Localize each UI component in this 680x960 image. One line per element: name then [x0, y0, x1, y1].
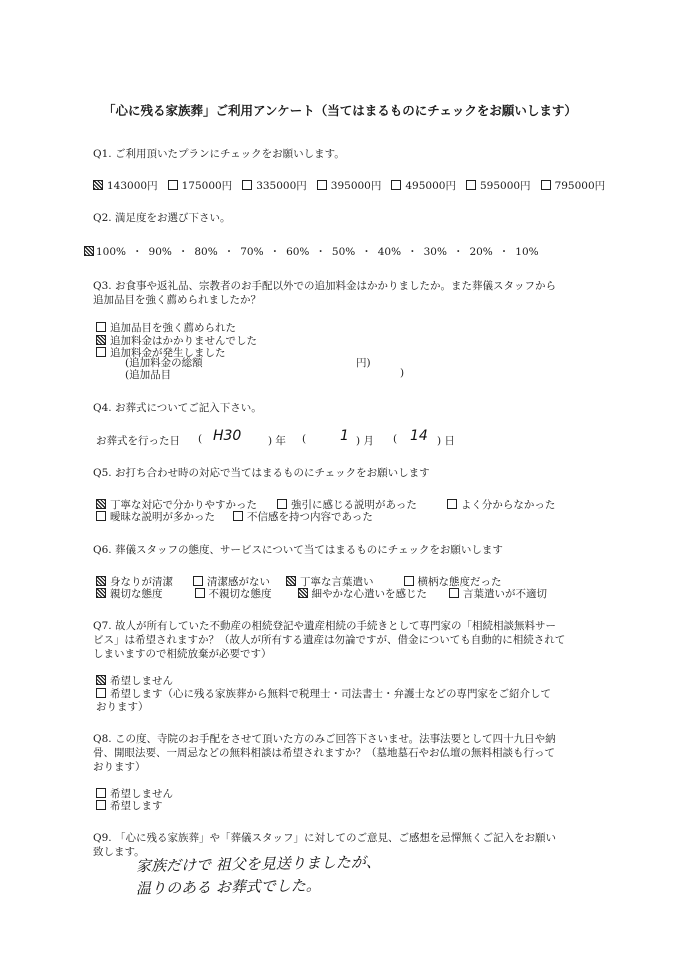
q4-month-value: 1 [340, 428, 349, 444]
rating-label: 50% [331, 246, 356, 258]
checkbox-option[interactable] [168, 178, 233, 193]
checkbox[interactable] [242, 180, 252, 190]
checked-checkbox[interactable] [96, 335, 106, 345]
checkbox[interactable] [541, 180, 551, 190]
checkbox[interactable] [96, 688, 106, 698]
checkbox-label: 335000円 [256, 180, 307, 192]
rating-option[interactable] [194, 246, 217, 258]
checkbox-label: 横柄な態度だった [417, 576, 502, 588]
q3-item-label: (追加品目 [125, 369, 172, 381]
checkbox-label: 175000円 [181, 180, 233, 192]
rating-label: 10% [515, 246, 539, 258]
checkbox[interactable] [193, 576, 203, 586]
rating-separator: ・ [498, 246, 510, 258]
q1-question: Q1. ご利用頂いたプランにチェックをお願いします。 [93, 148, 345, 160]
q3-item-close: ) [400, 367, 405, 379]
checkbox-option[interactable] [233, 509, 373, 524]
q3-amount-label: (追加料金の総額 [125, 357, 203, 369]
checkbox-option[interactable] [96, 335, 257, 348]
checkbox[interactable] [96, 511, 106, 521]
rating-label: 60% [286, 246, 310, 258]
checkbox-option[interactable] [391, 178, 456, 193]
checkbox-option[interactable] [447, 497, 556, 512]
q9-handwritten-line2: 温りのある お葬式でした。 [135, 876, 321, 898]
checkbox-option[interactable] [96, 322, 236, 335]
checked-checkbox[interactable] [96, 588, 106, 598]
q4-year-value: H30 [213, 428, 242, 444]
q4-day-close: ) 日 [437, 435, 455, 447]
checkbox-label: 親切な態度 [110, 588, 163, 600]
checkbox-label: 追加品目を強く薦められた [110, 322, 236, 334]
rating-separator: ・ [452, 246, 464, 258]
checkbox-label: 希望しません [110, 675, 173, 687]
checkbox-label: よく分からなかった [460, 499, 556, 511]
checkbox[interactable] [96, 347, 106, 357]
rating-option[interactable] [240, 246, 263, 258]
checkbox-option[interactable] [96, 798, 163, 813]
q7-line2: ビス」は希望されますか？（故人が所有する遺産は勿論ですが、借金についても自動的に相続されて [93, 634, 566, 646]
q8-option-yes [96, 798, 163, 813]
q8-line3: おります） [93, 761, 146, 773]
checkbox-option[interactable] [93, 178, 158, 193]
q8-line1: Q8. この度、寺院のお手配をさせて頂いた方のみご回答下さいませ。法事法要として四十九日や納 [93, 733, 556, 745]
checkbox-label: 不信感を持つ内容であった [247, 511, 373, 523]
checkbox[interactable] [195, 588, 205, 598]
selected-mark [84, 246, 94, 256]
checkbox-label: 追加料金が発生しました [110, 347, 226, 359]
checkbox-label: 不親切な態度 [208, 588, 272, 600]
rating-label: 70% [240, 246, 264, 258]
q3-question-line2: 追加品目を強く薦められましたか？ [93, 294, 261, 306]
page-title: 「心に残る家族葬」ご利用アンケート（当てはまるものにチェックをお願いします） [103, 103, 577, 118]
q6-question: Q6. 葬儀スタッフの態度、サービスについて当てはまるものにチェックをお願いします [93, 544, 503, 556]
q2-question: Q2. 満足度をお選び下さい。 [93, 212, 231, 224]
rating-separator: ・ [269, 246, 281, 258]
checkbox-label: 795000円 [554, 180, 606, 192]
checked-checkbox[interactable] [93, 180, 103, 190]
q4-question: Q4. お葬式についてご記入下さい。 [93, 402, 262, 414]
checkbox-label: 清潔感がない [207, 576, 270, 588]
checked-checkbox[interactable] [96, 675, 106, 685]
checkbox-label: 曖昧な説明が多かった [110, 511, 215, 523]
q9-line2: 致します。 [93, 846, 145, 858]
rating-option[interactable] [515, 246, 538, 258]
checkbox[interactable] [96, 800, 106, 810]
checked-checkbox[interactable] [298, 588, 308, 598]
checkbox-option[interactable] [96, 586, 163, 601]
rating-separator: ・ [361, 246, 372, 258]
q9-handwritten-line1: 家族だけで 祖父を見送りましたが、 [135, 852, 381, 876]
checked-checkbox[interactable] [96, 499, 106, 509]
checked-checkbox[interactable] [286, 576, 296, 586]
checkbox[interactable] [449, 588, 459, 598]
rating-option[interactable] [332, 246, 355, 258]
checkbox-label: 細やかな心遣いを感じた [311, 588, 427, 600]
checkbox-option[interactable] [317, 178, 382, 193]
q3-options [96, 322, 257, 360]
q6-row2 [96, 586, 559, 601]
rating-separator: ・ [407, 246, 418, 258]
q1-options [93, 178, 615, 193]
rating-option[interactable] [149, 246, 172, 258]
q5-row2 [96, 509, 385, 524]
checkbox-label: 希望します（心に残る家族葬から無料で税理士・司法書士・弁護士などの専門家をご紹介して [110, 688, 551, 700]
rating-option[interactable] [84, 246, 126, 258]
q3-question-line1: Q3. お食事や返礼品、宗教者のお手配以外での追加料金はかかりましたか。また葬儀スタッフから [93, 280, 556, 292]
checkbox[interactable] [96, 788, 106, 798]
checkbox-option[interactable] [449, 586, 547, 601]
q7-line3: しまいますので相続放棄が必要です） [93, 648, 272, 660]
checkbox[interactable] [447, 499, 457, 509]
rating-option[interactable] [378, 246, 401, 258]
q7-line1: Q7. 故人が所有していた不動産の相続登記や遺産相続の手続きとして専門家の「相続相談無料サー [93, 620, 556, 632]
checkbox-option[interactable] [541, 178, 606, 193]
q8-line2: 骨、開眼法要、一周忌などの無料相談は希望されますか？（墓地墓石やお仏壇の無料相談も行って [93, 747, 555, 759]
q4-month-close: ) 月 [356, 435, 374, 447]
checkbox[interactable] [317, 180, 327, 190]
rating-separator: ・ [315, 246, 326, 258]
checkbox-label: 595000円 [479, 180, 531, 192]
checkbox-label: 143000円 [107, 180, 158, 192]
rating-label: 30% [423, 246, 447, 258]
checkbox[interactable] [277, 499, 287, 509]
checkbox-label: 言葉遣いが不適切 [463, 588, 547, 600]
rating-option[interactable] [424, 246, 447, 258]
checkbox-label: 395000円 [330, 180, 382, 192]
checkbox-option[interactable] [298, 586, 428, 601]
q4-day-open: ( [393, 433, 398, 445]
rating-label: 20% [469, 246, 493, 258]
checkbox-label: 495000円 [405, 180, 456, 192]
q3-amount-unit: 円) [356, 357, 371, 369]
rating-option[interactable] [286, 246, 309, 258]
checked-checkbox[interactable] [96, 576, 106, 586]
checkbox-option[interactable] [466, 178, 531, 193]
rating-label: 80% [194, 246, 218, 258]
checkbox-label: 丁寧な対応で分かりやすかった [110, 499, 257, 511]
q4-month-open: ( [302, 433, 307, 445]
rating-option[interactable] [469, 246, 492, 258]
checkbox[interactable] [168, 180, 178, 190]
checkbox[interactable] [96, 322, 106, 332]
rating-label: 100% [96, 246, 127, 258]
checkbox-label: 希望しません [110, 788, 173, 800]
q4-year-close: ) 年 [268, 435, 286, 447]
checkbox-label: 希望します [110, 800, 163, 812]
checkbox[interactable] [466, 180, 476, 190]
q9-line1: Q9. 「心に残る家族葬」や「葬儀スタッフ」に対してのご意見、ご感想を忌憚無くご記入をお願い [93, 832, 556, 844]
rating-separator: ・ [177, 246, 189, 258]
q2-rating-scale [84, 244, 539, 259]
rating-separator: ・ [223, 246, 235, 258]
checkbox-label: 身なりが清潔 [110, 576, 173, 588]
checkbox-label: 丁寧な言葉遣い [300, 576, 374, 588]
q4-year-open: ( [198, 433, 203, 445]
q7-option-yes [96, 686, 551, 701]
checkbox-label: 強引に感じる説明があった [291, 499, 417, 511]
checkbox-option[interactable] [242, 178, 307, 193]
rating-label: 90% [148, 246, 172, 258]
q4-day-value: 14 [410, 428, 428, 444]
rating-separator: ・ [132, 246, 143, 258]
checkbox-option[interactable] [96, 686, 551, 701]
checkbox-option[interactable] [195, 586, 272, 601]
checkbox-option[interactable] [96, 509, 215, 524]
q4-date-label: お葬式を行った日 [96, 435, 180, 447]
checkbox[interactable] [404, 576, 414, 586]
checkbox[interactable] [233, 511, 243, 521]
rating-label: 40% [377, 246, 402, 258]
checkbox-label: 追加料金はかかりませんでした [110, 334, 257, 347]
q7-option-yes-cont: おります） [96, 701, 149, 713]
q5-question: Q5. お打ち合わせ時の対応で当てはまるものにチェックをお願いします [93, 467, 430, 479]
checkbox[interactable] [391, 180, 401, 190]
